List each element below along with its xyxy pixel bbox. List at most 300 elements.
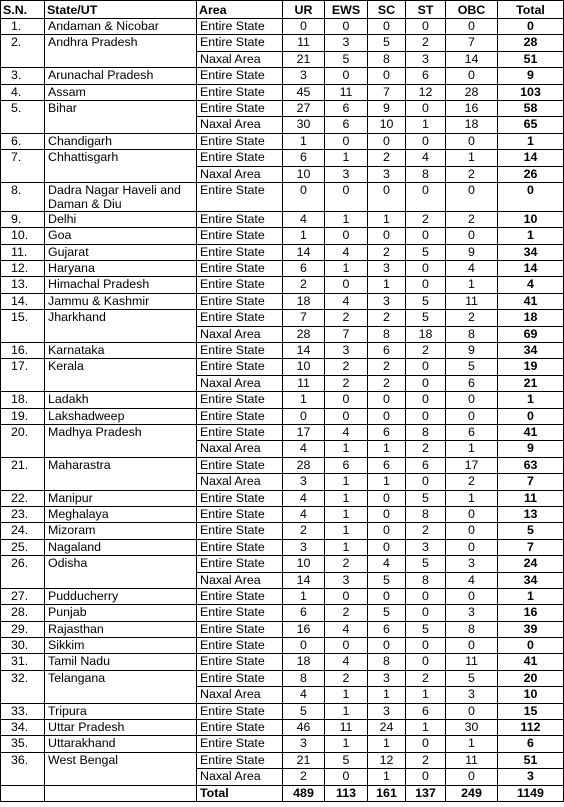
st-cell: 0	[406, 19, 446, 35]
ur-cell: 10	[283, 359, 325, 375]
total-cell: 19	[498, 359, 564, 375]
obc-cell: 0	[446, 182, 498, 211]
area-cell: Entire State	[197, 736, 283, 752]
ur-cell: 45	[283, 84, 325, 100]
st-cell: 5	[406, 310, 446, 326]
ur-cell: 6	[283, 261, 325, 277]
table-row	[1, 523, 564, 539]
ur-cell: 4	[283, 490, 325, 506]
state-name-cell: Madhya Pradesh	[45, 424, 197, 457]
area-cell: Naxal Area	[197, 687, 283, 703]
st-cell: 0	[406, 769, 446, 785]
total-cell: 1	[498, 133, 564, 149]
serial-number-cell: 16.	[1, 343, 45, 359]
table-row	[1, 424, 564, 440]
state-name-cell: Uttar Pradesh	[45, 720, 197, 736]
total-cell: 6	[498, 736, 564, 752]
sc-cell: 0	[368, 182, 406, 211]
st-cell: 8	[406, 424, 446, 440]
state-name-cell: Karnataka	[45, 343, 197, 359]
total-cell: 41	[498, 654, 564, 670]
sc-cell: 0	[368, 506, 406, 522]
table-row	[1, 359, 564, 375]
ur-cell: 2	[283, 523, 325, 539]
total-cell: 63	[498, 457, 564, 473]
table-row	[1, 310, 564, 326]
ur-cell: 8	[283, 670, 325, 686]
obc-cell: 2	[446, 474, 498, 490]
serial-number-cell: 7.	[1, 150, 45, 183]
ews-cell: 1	[325, 261, 368, 277]
state-name-cell: Lakshadweep	[45, 408, 197, 424]
total-cell: 10	[498, 687, 564, 703]
area-cell: Naxal Area	[197, 474, 283, 490]
serial-number-cell: 15.	[1, 310, 45, 343]
ews-cell: 6	[325, 117, 368, 133]
obc-cell: 9	[446, 244, 498, 260]
st-cell: 5	[406, 490, 446, 506]
area-cell: Entire State	[197, 556, 283, 572]
ur-cell: 1	[283, 228, 325, 244]
total-cell: 11	[498, 490, 564, 506]
st-cell: 8	[406, 506, 446, 522]
total-cell: 1	[498, 228, 564, 244]
table-row	[1, 654, 564, 670]
sc-cell: 4	[368, 556, 406, 572]
st-cell: 0	[406, 261, 446, 277]
ur-cell: 2	[283, 769, 325, 785]
ews-cell: 5	[325, 51, 368, 67]
obc-cell: 3	[446, 605, 498, 621]
state-name-cell: West Bengal	[45, 752, 197, 785]
ews-cell: 1	[325, 736, 368, 752]
serial-number-cell: 29.	[1, 621, 45, 637]
table-row	[1, 556, 564, 572]
sc-cell: 6	[368, 343, 406, 359]
table-row	[1, 133, 564, 149]
table-row	[1, 621, 564, 637]
sc-cell: 0	[368, 523, 406, 539]
obc-cell: 6	[446, 424, 498, 440]
header-obc: OBC	[446, 1, 498, 19]
st-cell: 0	[406, 182, 446, 211]
area-cell: Entire State	[197, 277, 283, 293]
table-row	[1, 506, 564, 522]
area-cell: Entire State	[197, 68, 283, 84]
sc-cell: 0	[368, 228, 406, 244]
header-area: Area	[197, 1, 283, 19]
sc-cell: 0	[368, 68, 406, 84]
ews-cell: 1	[325, 539, 368, 555]
area-cell: Entire State	[197, 539, 283, 555]
sc-cell: 1	[368, 474, 406, 490]
total-cell: 3	[498, 769, 564, 785]
st-cell: 2	[406, 35, 446, 51]
ews-cell: 2	[325, 375, 368, 391]
sc-cell: 0	[368, 408, 406, 424]
sc-cell: 5	[368, 35, 406, 51]
st-cell: 8	[406, 572, 446, 588]
obc-cell: 6	[446, 375, 498, 391]
obc-cell: 0	[446, 703, 498, 719]
obc-cell: 5	[446, 670, 498, 686]
area-cell: Naxal Area	[197, 166, 283, 182]
table-row	[1, 408, 564, 424]
ews-cell: 4	[325, 244, 368, 260]
obc-cell: 4	[446, 261, 498, 277]
st-cell: 5	[406, 244, 446, 260]
obc-cell: 28	[446, 84, 498, 100]
total-cell: 1	[498, 588, 564, 604]
serial-number-cell: 11.	[1, 244, 45, 260]
ur-cell: 5	[283, 703, 325, 719]
sc-cell: 5	[368, 572, 406, 588]
st-cell: 5	[406, 293, 446, 309]
serial-number-cell: 30.	[1, 638, 45, 654]
ews-cell: 0	[325, 638, 368, 654]
header-row	[1, 1, 564, 19]
serial-number-cell: 22.	[1, 490, 45, 506]
sc-cell: 2	[368, 244, 406, 260]
ews-cell: 4	[325, 654, 368, 670]
area-cell: Entire State	[197, 228, 283, 244]
serial-number-cell: 6.	[1, 133, 45, 149]
total-cell: 10	[498, 211, 564, 227]
ews-cell: 3	[325, 166, 368, 182]
total-row	[1, 785, 564, 801]
state-name-cell: Nagaland	[45, 539, 197, 555]
area-cell: Entire State	[197, 638, 283, 654]
total-cell: 112	[498, 720, 564, 736]
serial-number-cell: 21.	[1, 457, 45, 490]
obc-cell: 0	[446, 523, 498, 539]
state-name-cell: Mizoram	[45, 523, 197, 539]
ews-cell: 4	[325, 293, 368, 309]
obc-cell: 0	[446, 228, 498, 244]
serial-number-cell: 32.	[1, 670, 45, 703]
state-name-cell: Andhra Pradesh	[45, 35, 197, 68]
total-ur-cell: 489	[283, 785, 325, 801]
state-name-cell: Jharkhand	[45, 310, 197, 343]
area-cell: Entire State	[197, 752, 283, 768]
obc-cell: 0	[446, 588, 498, 604]
state-name-cell: Pudducherry	[45, 588, 197, 604]
obc-cell: 2	[446, 166, 498, 182]
ur-cell: 14	[283, 572, 325, 588]
total-cell: 13	[498, 506, 564, 522]
area-cell: Entire State	[197, 490, 283, 506]
ews-cell: 1	[325, 211, 368, 227]
table-row	[1, 638, 564, 654]
area-cell: Entire State	[197, 605, 283, 621]
ews-cell: 7	[325, 326, 368, 342]
area-cell: Entire State	[197, 523, 283, 539]
area-cell: Entire State	[197, 588, 283, 604]
header-st: ST	[406, 1, 446, 19]
sc-cell: 1	[368, 277, 406, 293]
sc-cell: 1	[368, 769, 406, 785]
total-cell: 21	[498, 375, 564, 391]
ur-cell: 10	[283, 166, 325, 182]
table-row	[1, 84, 564, 100]
ur-cell: 3	[283, 539, 325, 555]
area-cell: Naxal Area	[197, 572, 283, 588]
st-cell: 0	[406, 605, 446, 621]
ews-cell: 2	[325, 556, 368, 572]
serial-number-cell: 20.	[1, 424, 45, 457]
obc-cell: 5	[446, 359, 498, 375]
total-ews-cell: 113	[325, 785, 368, 801]
area-cell: Entire State	[197, 703, 283, 719]
ur-cell: 3	[283, 68, 325, 84]
total-cell: 34	[498, 244, 564, 260]
ews-cell: 0	[325, 277, 368, 293]
obc-cell: 0	[446, 408, 498, 424]
ews-cell: 1	[325, 687, 368, 703]
area-cell: Entire State	[197, 133, 283, 149]
total-cell: 7	[498, 474, 564, 490]
total-cell: 39	[498, 621, 564, 637]
st-cell: 0	[406, 277, 446, 293]
area-cell: Entire State	[197, 408, 283, 424]
st-cell: 2	[406, 523, 446, 539]
obc-cell: 18	[446, 117, 498, 133]
serial-number-cell: 31.	[1, 654, 45, 670]
total-cell: 34	[498, 343, 564, 359]
sc-cell: 3	[368, 293, 406, 309]
ews-cell: 1	[325, 523, 368, 539]
obc-cell: 11	[446, 293, 498, 309]
total-cell: 14	[498, 150, 564, 166]
st-cell: 1	[406, 117, 446, 133]
area-cell: Entire State	[197, 150, 283, 166]
total-cell: 5	[498, 523, 564, 539]
sc-cell: 2	[368, 375, 406, 391]
st-cell: 6	[406, 68, 446, 84]
ur-cell: 2	[283, 277, 325, 293]
serial-number-cell: 12.	[1, 261, 45, 277]
table-row	[1, 605, 564, 621]
total-cell: 103	[498, 84, 564, 100]
table-row	[1, 150, 564, 166]
st-cell: 0	[406, 654, 446, 670]
total-cell: 20	[498, 670, 564, 686]
area-cell: Entire State	[197, 654, 283, 670]
serial-number-cell: 4.	[1, 84, 45, 100]
state-name-cell: Arunachal Pradesh	[45, 68, 197, 84]
area-cell: Entire State	[197, 359, 283, 375]
ews-cell: 1	[325, 703, 368, 719]
state-name-cell: Himachal Pradesh	[45, 277, 197, 293]
obc-cell: 7	[446, 35, 498, 51]
state-name-cell: Haryana	[45, 261, 197, 277]
serial-number-cell: 23.	[1, 506, 45, 522]
serial-number-cell: 2.	[1, 35, 45, 68]
total-cell: 69	[498, 326, 564, 342]
total-blank-cell	[45, 785, 197, 801]
area-cell: Entire State	[197, 720, 283, 736]
area-cell: Entire State	[197, 211, 283, 227]
total-cell: 9	[498, 441, 564, 457]
ews-cell: 6	[325, 100, 368, 116]
state-name-cell: Tamil Nadu	[45, 654, 197, 670]
total-blank-cell	[1, 785, 45, 801]
total-cell: 0	[498, 182, 564, 211]
ur-cell: 3	[283, 474, 325, 490]
obc-cell: 0	[446, 638, 498, 654]
ur-cell: 21	[283, 51, 325, 67]
ur-cell: 30	[283, 117, 325, 133]
st-cell: 1	[406, 687, 446, 703]
st-cell: 0	[406, 474, 446, 490]
ews-cell: 6	[325, 457, 368, 473]
area-cell: Entire State	[197, 670, 283, 686]
sc-cell: 1	[368, 687, 406, 703]
total-cell: 18	[498, 310, 564, 326]
ews-cell: 2	[325, 670, 368, 686]
total-cell: 0	[498, 19, 564, 35]
serial-number-cell: 33.	[1, 703, 45, 719]
total-cell: 28	[498, 35, 564, 51]
area-cell: Entire State	[197, 244, 283, 260]
ur-cell: 14	[283, 244, 325, 260]
obc-cell: 30	[446, 720, 498, 736]
state-name-cell: Rajasthan	[45, 621, 197, 637]
sc-cell: 0	[368, 638, 406, 654]
st-cell: 2	[406, 441, 446, 457]
header-ews: EWS	[325, 1, 368, 19]
ur-cell: 1	[283, 133, 325, 149]
sc-cell: 1	[368, 441, 406, 457]
obc-cell: 0	[446, 506, 498, 522]
table-body	[1, 19, 564, 802]
st-cell: 2	[406, 670, 446, 686]
st-cell: 0	[406, 588, 446, 604]
ur-cell: 4	[283, 687, 325, 703]
ews-cell: 2	[325, 310, 368, 326]
sc-cell: 0	[368, 588, 406, 604]
table-row	[1, 182, 564, 211]
serial-number-cell: 17.	[1, 359, 45, 392]
sc-cell: 8	[368, 654, 406, 670]
ews-cell: 1	[325, 490, 368, 506]
table-row	[1, 392, 564, 408]
ews-cell: 1	[325, 474, 368, 490]
ur-cell: 0	[283, 19, 325, 35]
area-cell: Naxal Area	[197, 441, 283, 457]
ur-cell: 10	[283, 556, 325, 572]
state-name-cell: Chhattisgarh	[45, 150, 197, 183]
sc-cell: 3	[368, 166, 406, 182]
obc-cell: 0	[446, 539, 498, 555]
state-name-cell: Maharastra	[45, 457, 197, 490]
ews-cell: 2	[325, 359, 368, 375]
obc-cell: 4	[446, 572, 498, 588]
obc-cell: 8	[446, 326, 498, 342]
ur-cell: 6	[283, 150, 325, 166]
total-cell: 1	[498, 392, 564, 408]
ur-cell: 28	[283, 457, 325, 473]
st-cell: 6	[406, 457, 446, 473]
table-row	[1, 19, 564, 35]
state-name-cell: Telangana	[45, 670, 197, 703]
total-total-cell: 1149	[498, 785, 564, 801]
table-row	[1, 588, 564, 604]
st-cell: 0	[406, 100, 446, 116]
state-name-cell: Manipur	[45, 490, 197, 506]
st-cell: 5	[406, 621, 446, 637]
sc-cell: 0	[368, 392, 406, 408]
st-cell: 8	[406, 166, 446, 182]
sc-cell: 6	[368, 457, 406, 473]
ews-cell: 1	[325, 506, 368, 522]
table-row	[1, 211, 564, 227]
total-cell: 7	[498, 539, 564, 555]
total-cell: 14	[498, 261, 564, 277]
obc-cell: 1	[446, 490, 498, 506]
ur-cell: 28	[283, 326, 325, 342]
ur-cell: 46	[283, 720, 325, 736]
ews-cell: 0	[325, 133, 368, 149]
table-row	[1, 100, 564, 116]
ews-cell: 3	[325, 343, 368, 359]
serial-number-cell: 26.	[1, 556, 45, 589]
serial-number-cell: 1.	[1, 19, 45, 35]
table-row	[1, 703, 564, 719]
sc-cell: 1	[368, 211, 406, 227]
state-name-cell: Chandigarh	[45, 133, 197, 149]
header-ur: UR	[283, 1, 325, 19]
sc-cell: 6	[368, 424, 406, 440]
sc-cell: 24	[368, 720, 406, 736]
ur-cell: 4	[283, 506, 325, 522]
sc-cell: 10	[368, 117, 406, 133]
table-row	[1, 261, 564, 277]
serial-number-cell: 9.	[1, 211, 45, 227]
table-row	[1, 752, 564, 768]
table-row	[1, 736, 564, 752]
ews-cell: 11	[325, 84, 368, 100]
st-cell: 0	[406, 392, 446, 408]
ews-cell: 4	[325, 621, 368, 637]
serial-number-cell: 34.	[1, 720, 45, 736]
area-cell: Entire State	[197, 19, 283, 35]
state-name-cell: Uttarakhand	[45, 736, 197, 752]
state-name-cell: Meghalaya	[45, 506, 197, 522]
st-cell: 0	[406, 228, 446, 244]
ews-cell: 0	[325, 228, 368, 244]
serial-number-cell: 14.	[1, 293, 45, 309]
serial-number-cell: 27.	[1, 588, 45, 604]
obc-cell: 2	[446, 310, 498, 326]
ews-cell: 0	[325, 19, 368, 35]
table-row	[1, 539, 564, 555]
state-name-cell: Goa	[45, 228, 197, 244]
ur-cell: 11	[283, 375, 325, 391]
serial-number-cell: 5.	[1, 100, 45, 133]
total-cell: 34	[498, 572, 564, 588]
serial-number-cell: 13.	[1, 277, 45, 293]
ur-cell: 4	[283, 441, 325, 457]
ews-cell: 0	[325, 68, 368, 84]
st-cell: 5	[406, 556, 446, 572]
obc-cell: 0	[446, 392, 498, 408]
total-cell: 58	[498, 100, 564, 116]
ews-cell: 0	[325, 392, 368, 408]
area-cell: Entire State	[197, 457, 283, 473]
state-name-cell: Sikkim	[45, 638, 197, 654]
serial-number-cell: 35.	[1, 736, 45, 752]
